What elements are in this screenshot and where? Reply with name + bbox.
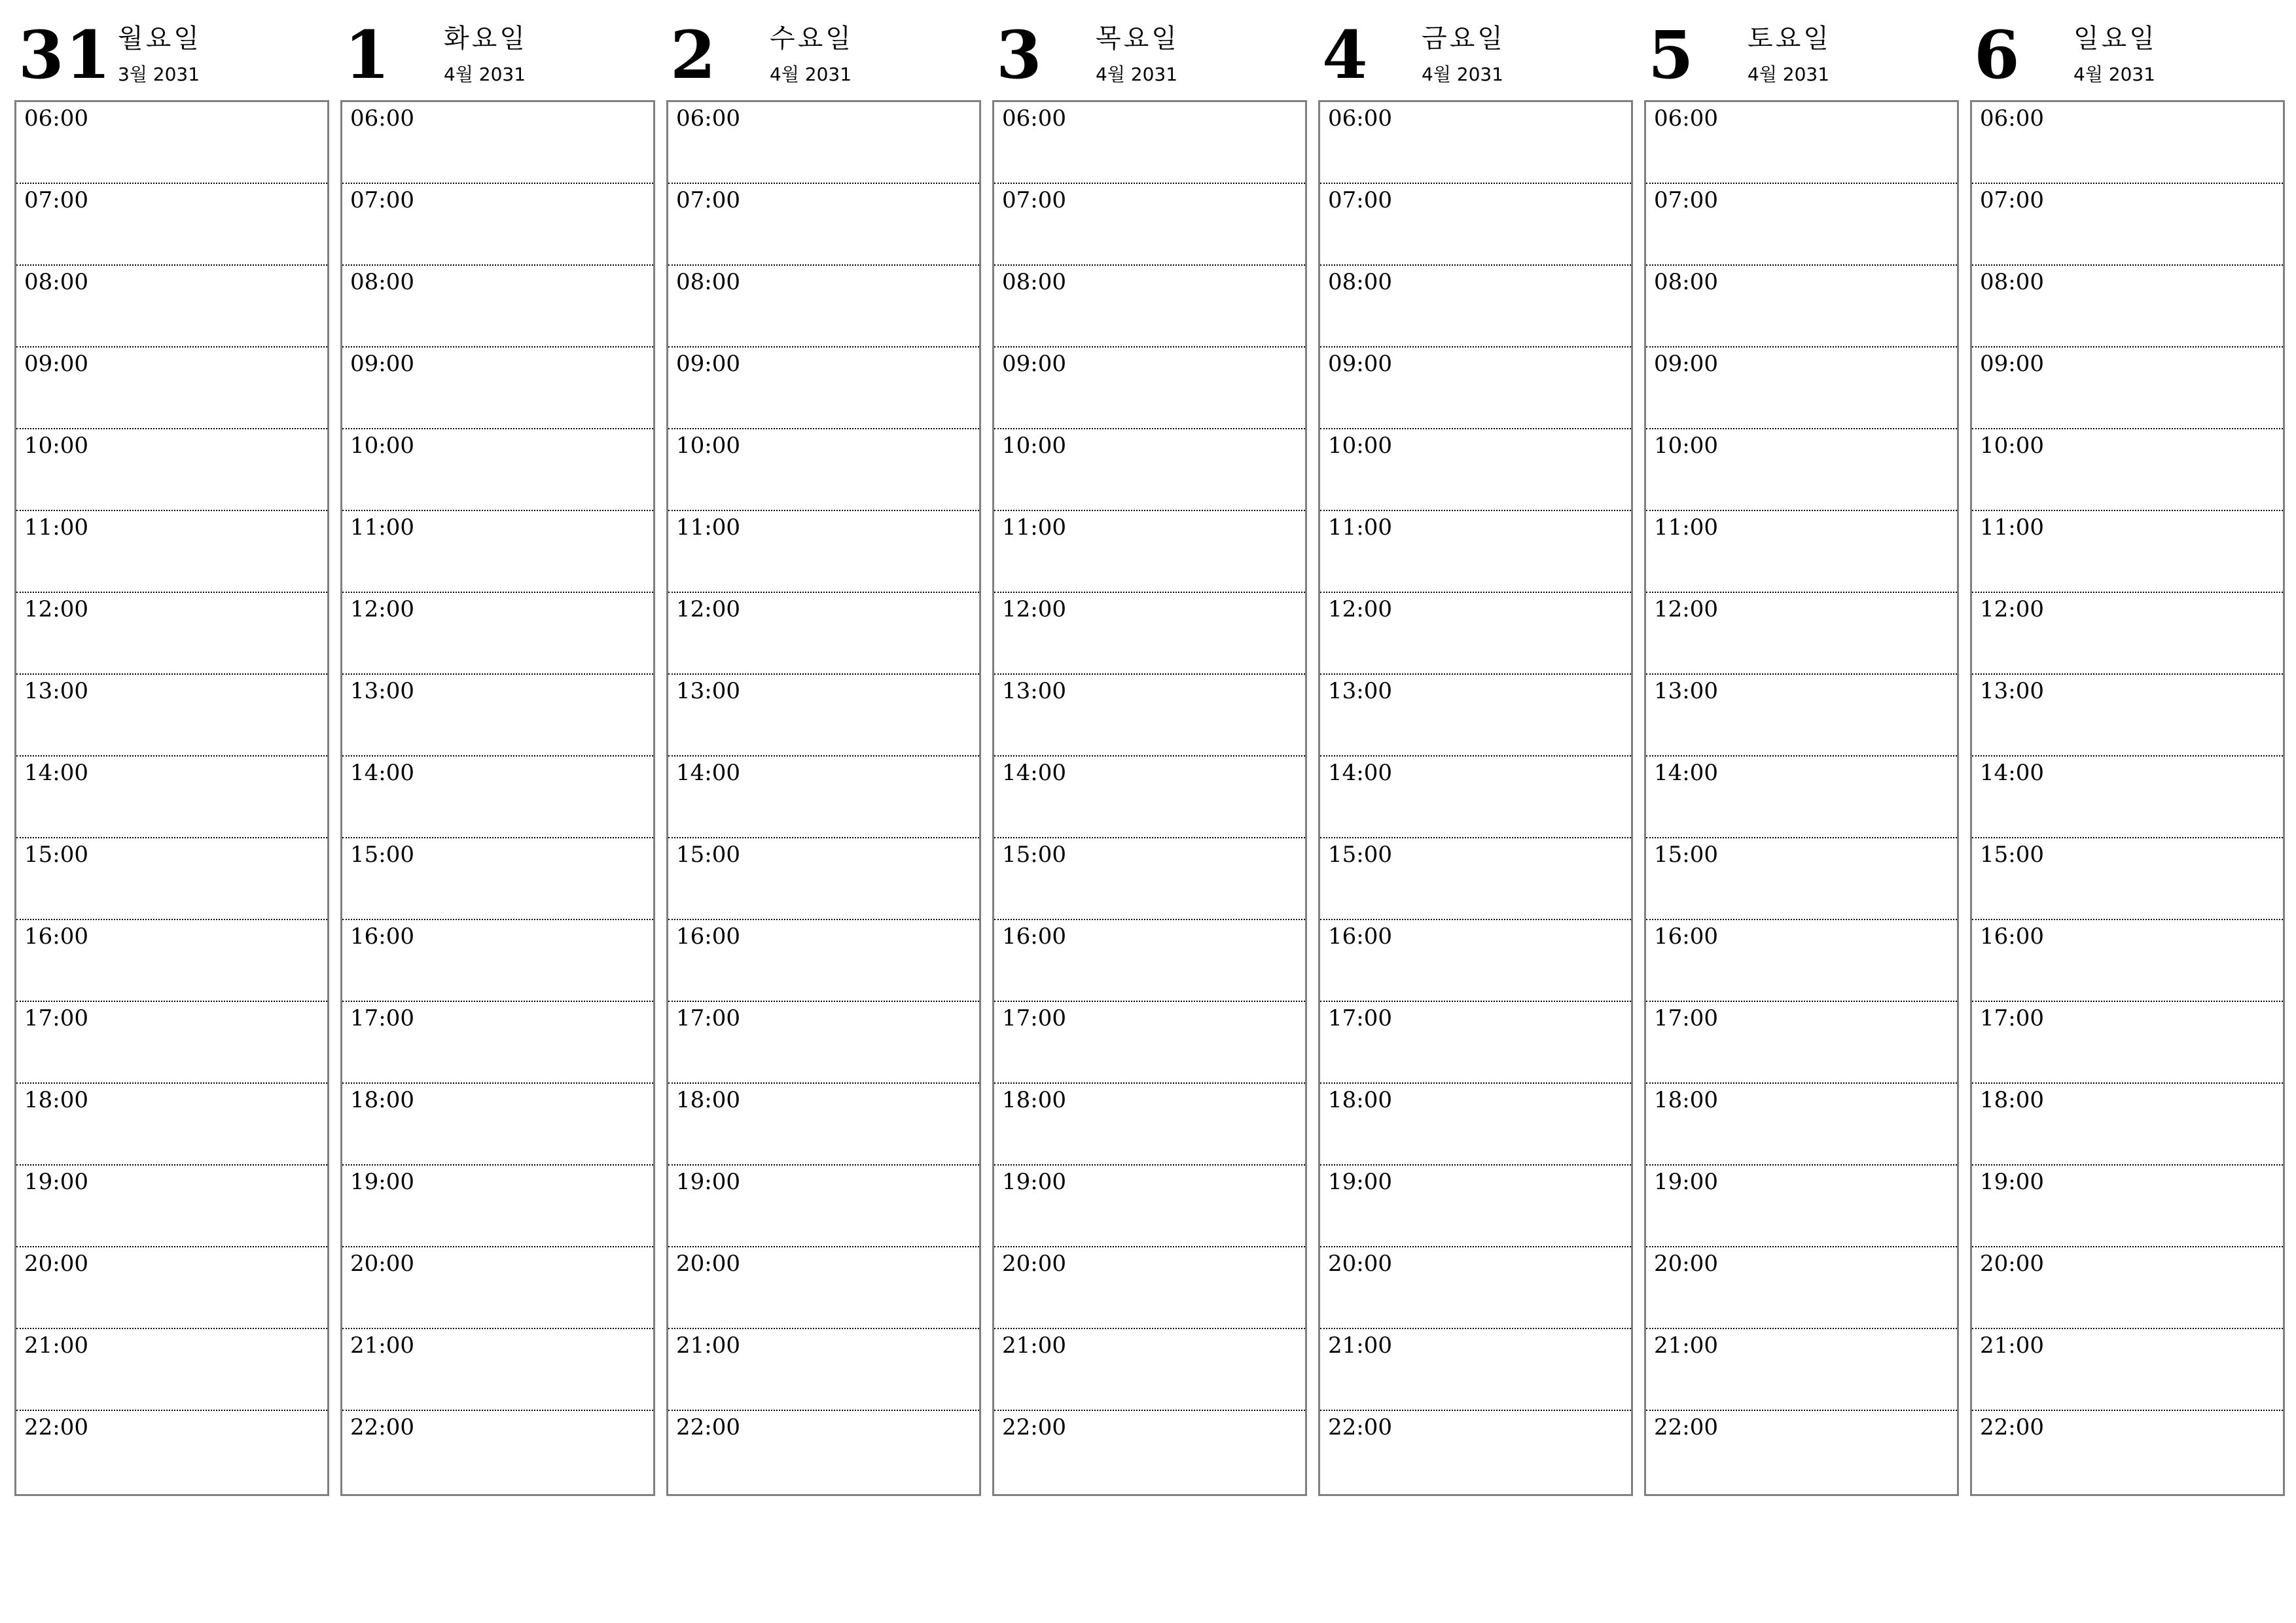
time-label: 07:00 bbox=[24, 187, 88, 213]
time-label: 20:00 bbox=[676, 1251, 740, 1277]
time-label: 06:00 bbox=[1654, 105, 1718, 132]
time-label: 13:00 bbox=[1980, 678, 2044, 704]
time-label: 08:00 bbox=[1328, 269, 1392, 295]
time-label: 08:00 bbox=[1002, 269, 1066, 295]
time-slot[interactable] bbox=[1972, 1247, 2283, 1329]
time-slot[interactable] bbox=[1320, 1329, 1631, 1411]
time-label: 10:00 bbox=[24, 433, 88, 459]
time-label: 10:00 bbox=[350, 433, 414, 459]
time-slot[interactable] bbox=[16, 184, 327, 266]
time-label: 12:00 bbox=[24, 596, 88, 622]
time-label: 06:00 bbox=[676, 105, 740, 132]
time-label: 12:00 bbox=[1002, 596, 1066, 622]
time-slot[interactable] bbox=[16, 348, 327, 429]
time-label: 19:00 bbox=[1980, 1169, 2044, 1195]
time-slot[interactable] bbox=[1972, 1329, 2283, 1411]
day-number: 4 bbox=[1322, 16, 1369, 94]
time-slot[interactable] bbox=[1646, 429, 1957, 511]
schedule-box bbox=[1644, 100, 1959, 1496]
time-label: 07:00 bbox=[1980, 187, 2044, 213]
time-slot[interactable] bbox=[1320, 429, 1631, 511]
time-slot[interactable] bbox=[342, 511, 653, 593]
time-label: 06:00 bbox=[1002, 105, 1066, 132]
schedule-box bbox=[1970, 100, 2285, 1496]
time-label: 19:00 bbox=[1328, 1169, 1392, 1195]
time-slot[interactable] bbox=[668, 511, 979, 593]
time-label: 15:00 bbox=[1328, 842, 1392, 868]
time-label: 07:00 bbox=[676, 187, 740, 213]
time-label: 17:00 bbox=[676, 1005, 740, 1031]
time-slot[interactable] bbox=[1646, 348, 1957, 429]
time-label: 19:00 bbox=[1654, 1169, 1718, 1195]
weekday-name: 수요일 bbox=[770, 24, 853, 54]
time-label: 06:00 bbox=[1328, 105, 1392, 132]
time-label: 18:00 bbox=[1328, 1087, 1392, 1113]
time-slot[interactable] bbox=[1646, 1002, 1957, 1084]
time-slot[interactable] bbox=[994, 838, 1305, 920]
time-label: 14:00 bbox=[1980, 760, 2044, 786]
time-label: 09:00 bbox=[1328, 351, 1392, 377]
time-label: 10:00 bbox=[1328, 433, 1392, 459]
time-label: 22:00 bbox=[350, 1414, 414, 1440]
time-slot[interactable] bbox=[1972, 348, 2283, 429]
time-label: 19:00 bbox=[1002, 1169, 1066, 1195]
time-slot[interactable] bbox=[668, 348, 979, 429]
time-label: 21:00 bbox=[676, 1332, 740, 1359]
time-label: 07:00 bbox=[1654, 187, 1718, 213]
time-slot[interactable] bbox=[668, 266, 979, 348]
time-label: 18:00 bbox=[676, 1087, 740, 1113]
time-label: 14:00 bbox=[1654, 760, 1718, 786]
time-slot[interactable] bbox=[994, 920, 1305, 1002]
time-slot[interactable] bbox=[16, 675, 327, 757]
time-slot[interactable] bbox=[1320, 348, 1631, 429]
time-slot[interactable] bbox=[342, 838, 653, 920]
time-slot[interactable] bbox=[1646, 1166, 1957, 1247]
time-label: 09:00 bbox=[1002, 351, 1066, 377]
time-slot[interactable] bbox=[994, 184, 1305, 266]
time-slot[interactable] bbox=[16, 1084, 327, 1166]
time-slot[interactable] bbox=[668, 1166, 979, 1247]
time-slot[interactable] bbox=[1646, 511, 1957, 593]
weekday-name: 화요일 bbox=[444, 24, 528, 54]
time-label: 16:00 bbox=[24, 923, 88, 950]
time-label: 20:00 bbox=[1328, 1251, 1392, 1277]
time-label: 09:00 bbox=[676, 351, 740, 377]
day-column bbox=[1318, 14, 1632, 1499]
time-slot[interactable] bbox=[994, 1411, 1305, 1494]
time-label: 07:00 bbox=[1328, 187, 1392, 213]
time-label: 14:00 bbox=[24, 760, 88, 786]
time-label: 20:00 bbox=[350, 1251, 414, 1277]
time-slot[interactable] bbox=[1972, 757, 2283, 838]
time-slot[interactable] bbox=[1646, 1247, 1957, 1329]
time-slot[interactable] bbox=[342, 348, 653, 429]
weekday-name: 목요일 bbox=[1096, 24, 1179, 54]
time-slot[interactable] bbox=[16, 1329, 327, 1411]
day-number: 5 bbox=[1648, 16, 1695, 94]
time-slot[interactable] bbox=[1320, 266, 1631, 348]
time-slot[interactable] bbox=[16, 593, 327, 675]
time-slot[interactable] bbox=[994, 102, 1305, 184]
time-label: 19:00 bbox=[676, 1169, 740, 1195]
time-label: 15:00 bbox=[1654, 842, 1718, 868]
time-label: 18:00 bbox=[350, 1087, 414, 1113]
time-slot[interactable] bbox=[1646, 1084, 1957, 1166]
month-year: 4월 2031 bbox=[444, 63, 526, 85]
time-slot[interactable] bbox=[1646, 102, 1957, 184]
time-slot[interactable] bbox=[1646, 1329, 1957, 1411]
time-slot[interactable] bbox=[342, 102, 653, 184]
time-slot[interactable] bbox=[1320, 511, 1631, 593]
time-slot[interactable] bbox=[668, 1411, 979, 1494]
time-slot[interactable] bbox=[16, 1247, 327, 1329]
time-slot[interactable] bbox=[16, 1411, 327, 1494]
time-slot[interactable] bbox=[342, 1411, 653, 1494]
time-slot[interactable] bbox=[668, 184, 979, 266]
time-slot[interactable] bbox=[1646, 593, 1957, 675]
time-label: 09:00 bbox=[1654, 351, 1718, 377]
time-label: 06:00 bbox=[1980, 105, 2044, 132]
time-label: 08:00 bbox=[1980, 269, 2044, 295]
time-label: 10:00 bbox=[1980, 433, 2044, 459]
time-slot[interactable] bbox=[1972, 511, 2283, 593]
time-label: 12:00 bbox=[676, 596, 740, 622]
time-slot[interactable] bbox=[668, 675, 979, 757]
time-label: 17:00 bbox=[1980, 1005, 2044, 1031]
time-slot[interactable] bbox=[1320, 675, 1631, 757]
time-slot[interactable] bbox=[342, 757, 653, 838]
time-slot[interactable] bbox=[342, 184, 653, 266]
time-slot[interactable] bbox=[16, 102, 327, 184]
time-label: 10:00 bbox=[1002, 433, 1066, 459]
time-label: 19:00 bbox=[350, 1169, 414, 1195]
time-slot[interactable] bbox=[1972, 838, 2283, 920]
time-label: 20:00 bbox=[1980, 1251, 2044, 1277]
time-label: 06:00 bbox=[350, 105, 414, 132]
time-slot[interactable] bbox=[1320, 184, 1631, 266]
time-slot[interactable] bbox=[342, 266, 653, 348]
month-year: 4월 2031 bbox=[770, 63, 852, 85]
time-label: 08:00 bbox=[350, 269, 414, 295]
time-slot[interactable] bbox=[1972, 1411, 2283, 1494]
time-slot[interactable] bbox=[994, 511, 1305, 593]
time-label: 07:00 bbox=[350, 187, 414, 213]
time-slot[interactable] bbox=[1972, 1002, 2283, 1084]
schedule-box bbox=[666, 100, 981, 1496]
time-slot[interactable] bbox=[1972, 1166, 2283, 1247]
time-slot[interactable] bbox=[994, 1002, 1305, 1084]
time-label: 14:00 bbox=[676, 760, 740, 786]
time-slot[interactable] bbox=[1320, 1166, 1631, 1247]
schedule-box bbox=[14, 100, 329, 1496]
time-label: 14:00 bbox=[350, 760, 414, 786]
time-slot[interactable] bbox=[16, 757, 327, 838]
time-label: 15:00 bbox=[1002, 842, 1066, 868]
time-slot[interactable] bbox=[1972, 920, 2283, 1002]
time-slot[interactable] bbox=[1972, 266, 2283, 348]
time-label: 22:00 bbox=[676, 1414, 740, 1440]
day-number: 31 bbox=[18, 16, 113, 94]
time-slot[interactable] bbox=[1320, 593, 1631, 675]
time-slot[interactable] bbox=[1972, 1084, 2283, 1166]
day-column bbox=[14, 14, 328, 1499]
day-number: 2 bbox=[670, 16, 717, 94]
time-label: 12:00 bbox=[1328, 596, 1392, 622]
day-header bbox=[1644, 14, 1958, 99]
time-slot[interactable] bbox=[342, 1084, 653, 1166]
day-header bbox=[14, 14, 328, 99]
time-label: 15:00 bbox=[1980, 842, 2044, 868]
time-slot[interactable] bbox=[16, 838, 327, 920]
day-column bbox=[1970, 14, 2284, 1499]
time-slot[interactable] bbox=[16, 266, 327, 348]
time-label: 11:00 bbox=[24, 514, 88, 541]
time-slot[interactable] bbox=[994, 348, 1305, 429]
time-slot[interactable] bbox=[668, 838, 979, 920]
schedule-box bbox=[992, 100, 1307, 1496]
weekday-name: 토요일 bbox=[1748, 24, 1831, 54]
time-label: 10:00 bbox=[676, 433, 740, 459]
time-slot[interactable] bbox=[668, 1247, 979, 1329]
time-label: 21:00 bbox=[1980, 1332, 2044, 1359]
weekday-name: 일요일 bbox=[2073, 24, 2157, 54]
time-slot[interactable] bbox=[1646, 184, 1957, 266]
time-label: 11:00 bbox=[1980, 514, 2044, 541]
time-label: 16:00 bbox=[1654, 923, 1718, 950]
time-label: 09:00 bbox=[1980, 351, 2044, 377]
day-header bbox=[340, 14, 654, 99]
time-slot[interactable] bbox=[994, 1166, 1305, 1247]
time-label: 08:00 bbox=[24, 269, 88, 295]
time-slot[interactable] bbox=[1646, 675, 1957, 757]
time-label: 06:00 bbox=[24, 105, 88, 132]
time-label: 19:00 bbox=[24, 1169, 88, 1195]
time-label: 09:00 bbox=[350, 351, 414, 377]
time-slot[interactable] bbox=[994, 1329, 1305, 1411]
time-label: 13:00 bbox=[1654, 678, 1718, 704]
time-label: 11:00 bbox=[350, 514, 414, 541]
time-slot[interactable] bbox=[342, 675, 653, 757]
time-label: 17:00 bbox=[1002, 1005, 1066, 1031]
time-slot[interactable] bbox=[342, 1329, 653, 1411]
weekday-name: 월요일 bbox=[118, 24, 202, 54]
time-slot[interactable] bbox=[342, 429, 653, 511]
time-slot[interactable] bbox=[1320, 102, 1631, 184]
time-slot[interactable] bbox=[668, 593, 979, 675]
time-slot[interactable] bbox=[994, 593, 1305, 675]
time-slot[interactable] bbox=[668, 102, 979, 184]
time-label: 22:00 bbox=[24, 1414, 88, 1440]
time-slot[interactable] bbox=[1646, 1411, 1957, 1494]
time-slot[interactable] bbox=[342, 1247, 653, 1329]
time-label: 20:00 bbox=[24, 1251, 88, 1277]
time-label: 22:00 bbox=[1654, 1414, 1718, 1440]
time-label: 22:00 bbox=[1328, 1414, 1392, 1440]
time-slot[interactable] bbox=[1646, 266, 1957, 348]
time-slot[interactable] bbox=[16, 511, 327, 593]
day-header bbox=[1318, 14, 1632, 99]
time-label: 10:00 bbox=[1654, 433, 1718, 459]
time-label: 11:00 bbox=[1328, 514, 1392, 541]
day-column bbox=[992, 14, 1306, 1499]
time-slot[interactable] bbox=[1320, 1084, 1631, 1166]
time-slot[interactable] bbox=[1972, 102, 2283, 184]
time-label: 17:00 bbox=[24, 1005, 88, 1031]
time-label: 17:00 bbox=[1654, 1005, 1718, 1031]
time-label: 11:00 bbox=[1002, 514, 1066, 541]
time-label: 20:00 bbox=[1002, 1251, 1066, 1277]
time-label: 21:00 bbox=[1328, 1332, 1392, 1359]
day-header bbox=[1970, 14, 2284, 99]
time-label: 15:00 bbox=[350, 842, 414, 868]
time-label: 18:00 bbox=[1654, 1087, 1718, 1113]
time-slot[interactable] bbox=[342, 1166, 653, 1247]
time-label: 13:00 bbox=[676, 678, 740, 704]
time-slot[interactable] bbox=[1972, 675, 2283, 757]
time-slot[interactable] bbox=[668, 1084, 979, 1166]
time-slot[interactable] bbox=[1646, 920, 1957, 1002]
time-label: 17:00 bbox=[1328, 1005, 1392, 1031]
time-slot[interactable] bbox=[668, 757, 979, 838]
time-slot[interactable] bbox=[1320, 1247, 1631, 1329]
time-label: 20:00 bbox=[1654, 1251, 1718, 1277]
time-label: 09:00 bbox=[24, 351, 88, 377]
time-slot[interactable] bbox=[994, 429, 1305, 511]
time-slot[interactable] bbox=[1646, 838, 1957, 920]
time-label: 16:00 bbox=[676, 923, 740, 950]
time-label: 21:00 bbox=[1654, 1332, 1718, 1359]
time-label: 13:00 bbox=[24, 678, 88, 704]
time-label: 16:00 bbox=[1980, 923, 2044, 950]
time-slot[interactable] bbox=[1972, 184, 2283, 266]
time-label: 22:00 bbox=[1002, 1414, 1066, 1440]
day-header bbox=[666, 14, 980, 99]
time-slot[interactable] bbox=[994, 757, 1305, 838]
time-slot[interactable] bbox=[1320, 1411, 1631, 1494]
time-slot[interactable] bbox=[16, 920, 327, 1002]
time-slot[interactable] bbox=[342, 920, 653, 1002]
time-slot[interactable] bbox=[1646, 757, 1957, 838]
time-label: 12:00 bbox=[350, 596, 414, 622]
time-label: 21:00 bbox=[1002, 1332, 1066, 1359]
day-number: 1 bbox=[344, 16, 391, 94]
time-slot[interactable] bbox=[16, 1166, 327, 1247]
weekday-name: 금요일 bbox=[1422, 24, 1505, 54]
time-label: 18:00 bbox=[1980, 1087, 2044, 1113]
time-slot[interactable] bbox=[668, 1002, 979, 1084]
time-label: 13:00 bbox=[1328, 678, 1392, 704]
time-label: 12:00 bbox=[1654, 596, 1718, 622]
time-label: 13:00 bbox=[350, 678, 414, 704]
time-label: 21:00 bbox=[24, 1332, 88, 1359]
day-number: 3 bbox=[996, 16, 1043, 94]
time-slot[interactable] bbox=[668, 920, 979, 1002]
time-slot[interactable] bbox=[668, 1329, 979, 1411]
day-header bbox=[992, 14, 1306, 99]
time-label: 11:00 bbox=[1654, 514, 1718, 541]
time-label: 17:00 bbox=[350, 1005, 414, 1031]
weekly-planner bbox=[14, 14, 2284, 1499]
time-label: 08:00 bbox=[676, 269, 740, 295]
time-slot[interactable] bbox=[1320, 920, 1631, 1002]
time-slot[interactable] bbox=[994, 1247, 1305, 1329]
time-label: 16:00 bbox=[1328, 923, 1392, 950]
time-label: 16:00 bbox=[350, 923, 414, 950]
time-label: 12:00 bbox=[1980, 596, 2044, 622]
month-year: 4월 2031 bbox=[1096, 63, 1178, 85]
day-column bbox=[1644, 14, 1958, 1499]
time-label: 16:00 bbox=[1002, 923, 1066, 950]
time-slot[interactable] bbox=[994, 675, 1305, 757]
time-slot[interactable] bbox=[1320, 1002, 1631, 1084]
time-slot[interactable] bbox=[16, 429, 327, 511]
time-label: 18:00 bbox=[1002, 1087, 1066, 1113]
time-label: 14:00 bbox=[1328, 760, 1392, 786]
month-year: 4월 2031 bbox=[1748, 63, 1830, 85]
schedule-box bbox=[340, 100, 655, 1496]
month-year: 4월 2031 bbox=[1422, 63, 1504, 85]
time-slot[interactable] bbox=[668, 429, 979, 511]
time-label: 15:00 bbox=[676, 842, 740, 868]
time-label: 07:00 bbox=[1002, 187, 1066, 213]
month-year: 4월 2031 bbox=[2073, 63, 2156, 85]
time-slot[interactable] bbox=[994, 266, 1305, 348]
time-label: 13:00 bbox=[1002, 678, 1066, 704]
time-slot[interactable] bbox=[1972, 429, 2283, 511]
month-year: 3월 2031 bbox=[118, 63, 200, 85]
time-label: 22:00 bbox=[1980, 1414, 2044, 1440]
day-column bbox=[340, 14, 654, 1499]
time-label: 08:00 bbox=[1654, 269, 1718, 295]
time-slot[interactable] bbox=[1320, 838, 1631, 920]
schedule-box bbox=[1318, 100, 1633, 1496]
time-slot[interactable] bbox=[342, 1002, 653, 1084]
time-slot[interactable] bbox=[994, 1084, 1305, 1166]
time-label: 11:00 bbox=[676, 514, 740, 541]
day-number: 6 bbox=[1974, 16, 2021, 94]
time-label: 21:00 bbox=[350, 1332, 414, 1359]
time-slot[interactable] bbox=[16, 1002, 327, 1084]
time-label: 15:00 bbox=[24, 842, 88, 868]
day-column bbox=[666, 14, 980, 1499]
time-slot[interactable] bbox=[1320, 757, 1631, 838]
time-label: 18:00 bbox=[24, 1087, 88, 1113]
time-slot[interactable] bbox=[1972, 593, 2283, 675]
time-slot[interactable] bbox=[342, 593, 653, 675]
time-label: 14:00 bbox=[1002, 760, 1066, 786]
